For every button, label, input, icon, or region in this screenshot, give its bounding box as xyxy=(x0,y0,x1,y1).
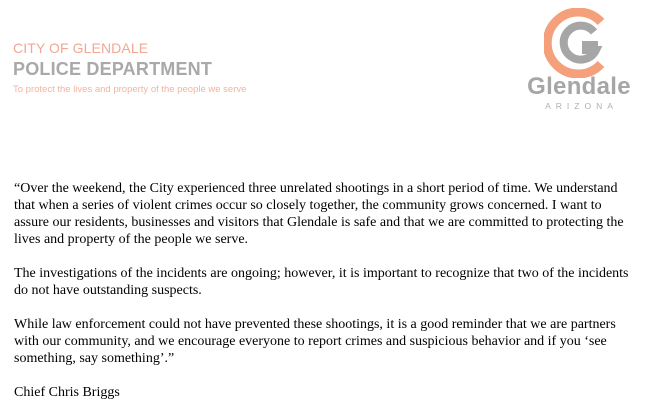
city-name: CITY OF GLENDALE xyxy=(13,40,149,56)
department-name: POLICE DEPARTMENT xyxy=(13,59,213,79)
statement-paragraph-3: While law enforcement could not have prevented these shootings, it is a good reminder that we are partners with our community, and we encourage everyone to report crimes and suspicious behavior and if you ‘see something, say something’.” xyxy=(14,317,616,366)
department-tagline: To protect the lives and property of the people we serve xyxy=(13,84,247,95)
glendale-logo xyxy=(516,8,642,114)
logo-state: ARIZONA xyxy=(545,101,618,111)
logo-wordmark: Glendale xyxy=(527,73,631,100)
statement-paragraph-1: “Over the weekend, the City experienced three unrelated shootings in a short period of time. We understand that when a series of violent crimes occur so closely together, the community grows concerned. I want to assure our residents, businesses and visitors that Glendale is safe and that we are committed to protecting the lives and property of the people we serve. xyxy=(14,181,624,247)
statement-paragraph-2: The investigations of the incidents are ongoing; however, it is important to recognize that two of the incidents do not have outstanding suspects. xyxy=(14,266,629,298)
letterhead xyxy=(0,0,648,150)
glendale-g-logo-icon xyxy=(544,8,614,78)
statement-body xyxy=(14,180,636,401)
signature: Chief Chris Briggs xyxy=(14,385,120,400)
